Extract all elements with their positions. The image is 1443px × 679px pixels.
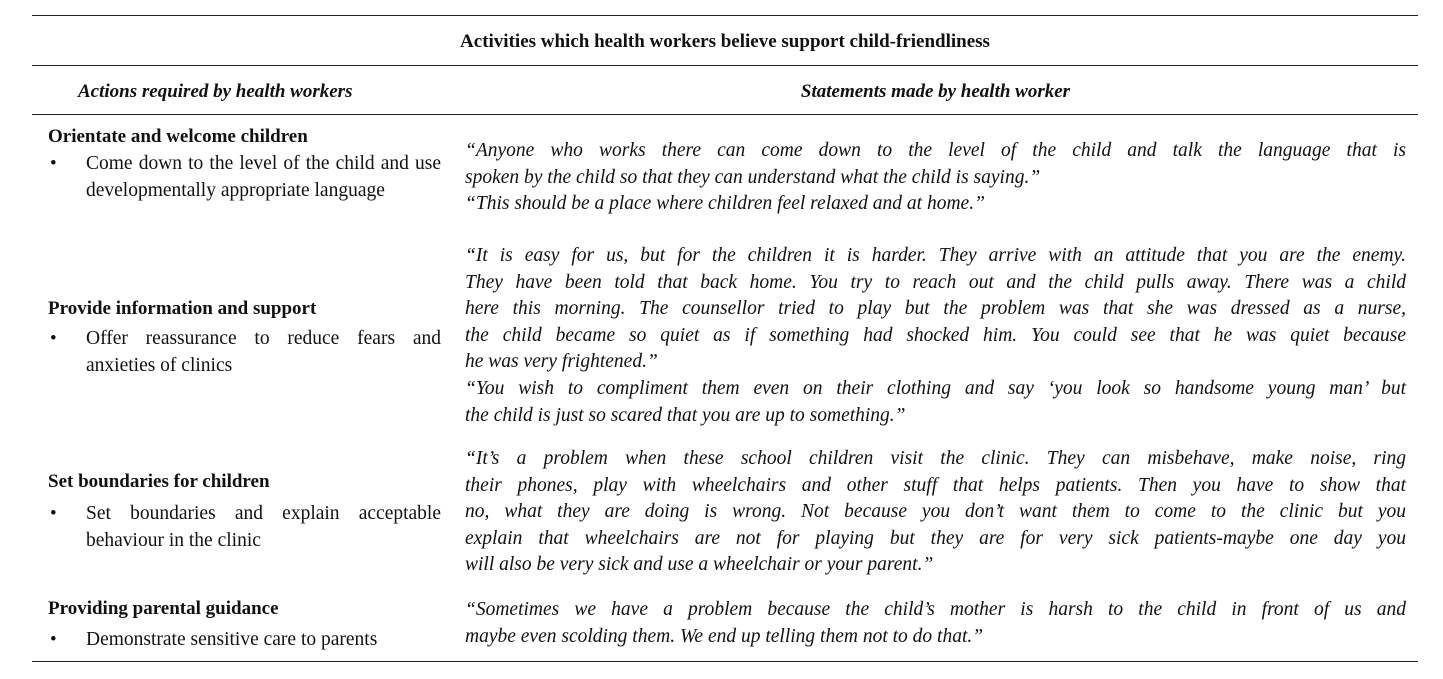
statement bbox=[465, 138, 1406, 218]
action-heading: Providing parental guidance bbox=[48, 598, 279, 619]
statement-line: will also be very sick and use a wheelchair or your parent.” bbox=[465, 554, 934, 576]
table-title: Activities which health workers believe support child-friendliness bbox=[460, 31, 990, 52]
action-item: Set boundaries and explain acceptable behaviour in the clinic bbox=[86, 503, 441, 551]
column-header-actions: Actions required by health workers bbox=[78, 81, 353, 102]
table-header-rule bbox=[32, 65, 1418, 66]
statement-line: the child became so quiet as if something had shocked him. You could see that he was quiet because bbox=[465, 324, 1406, 346]
bullet-icon: • bbox=[50, 629, 57, 650]
statement-line: he was very frightened.” bbox=[465, 351, 658, 373]
action-heading: Provide information and support bbox=[48, 298, 317, 319]
statement-line: “This should be a place where children feel relaxed and at home.” bbox=[465, 193, 985, 215]
statement-line: spoken by the child so that they can understand what the child is saying.” bbox=[465, 166, 1041, 188]
action-item: Come down to the level of the child and use developmentally appropriate language bbox=[86, 153, 441, 201]
statement-line: “You wish to compliment them even on their clothing and say ‘you look so handsome young man’ but bbox=[465, 377, 1406, 399]
statement-line: the child is just so scared that you are up to something.” bbox=[465, 404, 906, 426]
statement bbox=[465, 597, 1406, 650]
statement-line: “It is easy for us, but for the children it is harder. They arrive with an attitude that you are the enemy. bbox=[465, 245, 1406, 266]
bullet-icon: • bbox=[50, 503, 57, 524]
statement-line: no, what they are doing is wrong. Not because you don’t want them to come to the clinic but you bbox=[465, 501, 1406, 523]
action-item: Offer reassurance to reduce fears and anxieties of clinics bbox=[86, 328, 441, 376]
table-top-rule bbox=[32, 15, 1418, 16]
statement bbox=[465, 243, 1406, 429]
statement-line: their phones, play with wheelchairs and other stuff that helps patients. Then you have to show that bbox=[465, 474, 1406, 496]
statement-line: “It’s a problem when these school children visit the clinic. They can misbehave, make noise, ring bbox=[465, 448, 1406, 469]
column-header-statements: Statements made by health worker bbox=[800, 81, 1071, 102]
statement bbox=[465, 446, 1406, 579]
statement-line: here this morning. The counsellor tried to play but the problem was that she was dressed as a nurse, bbox=[465, 298, 1406, 320]
action-heading: Set boundaries for children bbox=[48, 471, 270, 492]
statement-line: maybe even scolding them. We end up telling them not to do that.” bbox=[465, 625, 984, 647]
action-item: Demonstrate sensitive care to parents bbox=[86, 629, 378, 650]
table-body-rule bbox=[32, 114, 1418, 115]
statement-line: “Sometimes we have a problem because the child’s mother is harsh to the child in front of us and bbox=[465, 599, 1406, 620]
bullet-icon: • bbox=[50, 153, 57, 174]
statement-line: They have been told that back home. You try to reach out and the child pulls away. There was a child bbox=[465, 271, 1406, 293]
table-bottom-rule bbox=[32, 661, 1418, 662]
bullet-icon: • bbox=[50, 328, 57, 349]
statement-line: “Anyone who works there can come down to the level of the child and talk the language that is bbox=[465, 140, 1406, 161]
statement-line: explain that wheelchairs are not for playing but they are for very sick patients-maybe one day you bbox=[465, 527, 1406, 549]
action-heading: Orientate and welcome children bbox=[48, 126, 308, 147]
